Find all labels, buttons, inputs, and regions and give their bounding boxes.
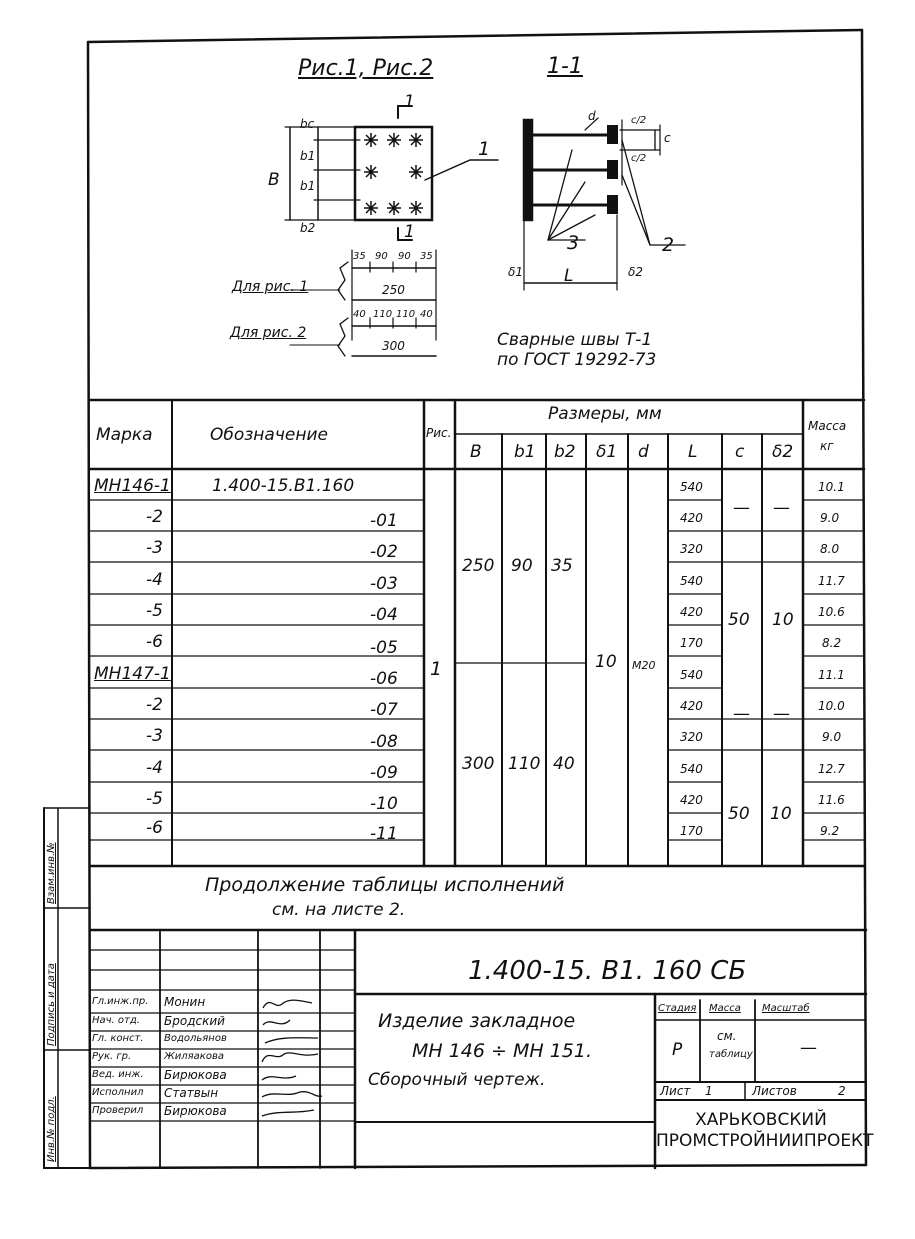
d-value: М20 [632,659,656,672]
row-4-mass: 11.7 [818,574,845,588]
side-inv-orig: Инв.№ подл. [46,1096,57,1162]
fig1-dim-2: 90 [375,251,388,262]
side-replace-inv: Взам.инв.№ [46,842,57,904]
group1-B: 250 [462,556,495,576]
row-7-mark: МН147-1 [94,664,171,684]
weld-note-line1: Сварные швы Т-1 [497,330,653,350]
dim-b: B [268,170,280,190]
side-sign-date: Подпись и дата [46,963,57,1046]
header-mass: Масса [808,419,847,433]
sheets-value: 2 [838,1084,846,1098]
scale-value: — [800,1038,817,1058]
dim-L: L [564,266,574,286]
c-value-b: 50 [728,610,750,630]
dim-c: c [664,131,671,145]
weld-note-line2: по ГОСТ 19292-73 [497,350,657,370]
organization [656,1110,874,1153]
row-2-L: 420 [680,511,703,525]
row-1-mark: МН146-1 [94,476,171,496]
stage-value: Р [672,1040,683,1060]
header-col-delta1: δ1 [596,442,618,462]
mass-value-2: таблицу [709,1049,753,1060]
merged-fig: 1 [430,658,443,680]
row-8-designation: -07 [370,700,398,720]
group1-b1: 90 [511,556,533,576]
fig2-dim-4: 40 [420,309,433,320]
role-1: Гл.инж.пр. [92,996,149,1007]
fig1-total: 250 [382,283,405,297]
fig2-dim-2: 110 [373,309,393,320]
callout-2: 2 [662,234,675,256]
row-6-mark: -6 [146,632,163,652]
row-6-designation: -05 [370,638,398,658]
dim-c2-top: c/2 [631,115,647,126]
row-11-mass: 11.6 [818,793,845,807]
row-10-designation: -09 [370,763,398,783]
row-10-L: 540 [680,762,703,776]
row-11-mark: -5 [146,789,163,809]
for-fig1-label: Для рис. 1 [232,279,309,295]
sheet-value: 1 [705,1084,713,1098]
row-7-designation: -06 [370,669,398,689]
row-7-mass: 11.1 [818,668,845,682]
dim-bc: bc [300,117,315,131]
role-2: Нач. отд. [92,1015,140,1026]
header-designation: Обозначение [210,425,328,445]
continuation-line1: Продолжение таблицы исполнений [205,874,565,896]
row-4-L: 540 [680,574,703,588]
name-6: Статвын [164,1086,219,1100]
row-9-mass: 9.0 [822,730,842,744]
row-5-mass: 10.6 [818,605,845,619]
product-line3: Сборочный чертеж. [368,1070,546,1090]
group2-B: 300 [462,754,495,774]
sheets-label: Листов [752,1084,797,1098]
section-mark-top: 1 [404,92,415,112]
row-8-L: 420 [680,699,703,713]
delta2-value-a: — [773,498,790,518]
continuation-line2: см. на листе 2. [272,900,406,920]
row-10-mark: -4 [146,758,163,778]
row-2-mark: -2 [146,507,163,527]
org-line2: ПРОМСТРОЙНИИПРОЕКТ [656,1131,874,1152]
sheet-label: Лист [660,1084,691,1098]
row-8-mark: -2 [146,695,163,715]
header-col-b1: b1 [514,442,536,462]
row-7-L: 540 [680,668,703,682]
group1-b2: 35 [551,556,573,576]
name-5: Бирюкова [164,1068,227,1082]
callout-1: 1 [478,138,491,160]
header-mass-unit: кг [820,439,834,453]
fig1-dim-4: 35 [420,251,433,262]
row-5-L: 420 [680,605,703,619]
header-col-B: B [470,442,482,462]
delta1-value: 10 [595,652,617,672]
scale-label: Масштаб [762,1003,810,1014]
row-4-designation: -03 [370,574,398,594]
c-value-a: — [733,498,750,518]
header-col-delta2: δ2 [772,442,794,462]
product-line1: Изделие закладное [378,1010,576,1032]
product-line2: МН 146 ÷ МН 151. [412,1040,593,1062]
row-2-designation: -01 [370,511,398,531]
figure-title: Рис.1, Рис.2 [298,56,434,81]
header-sizes: Размеры, мм [548,404,662,424]
mass-label: Масса [709,1003,741,1014]
c-value-d: 50 [728,804,750,824]
row-12-mass: 9.2 [820,824,840,838]
header-col-L: L [688,442,698,462]
role-4: Рук. гр. [92,1051,132,1062]
role-5: Вед. инж. [92,1069,144,1080]
dim-d: d [588,109,596,123]
row-4-mark: -4 [146,570,163,590]
org-line1: ХАРЬКОВСКИЙ [695,1110,827,1130]
name-1: Монин [164,995,206,1009]
delta2-value-d: 10 [770,804,792,824]
row-3-designation: -02 [370,542,398,562]
role-6: Исполнил [92,1087,144,1098]
name-7: Бирюкова [164,1104,227,1118]
name-2: Бродский [164,1014,225,1028]
row-11-designation: -10 [370,794,398,814]
row-5-mark: -5 [146,601,163,621]
dim-c2-bot: c/2 [631,153,647,164]
anchor-marks [364,133,423,215]
dim-b1-a: b1 [300,149,316,163]
fig2-dim-1: 40 [353,309,366,320]
row-9-L: 320 [680,730,703,744]
role-7: Проверил [92,1105,144,1116]
section-title: 1-1 [547,54,583,79]
header-col-d: d [638,442,649,462]
row-1-mass: 10.1 [818,480,845,494]
dim-b1-b: b1 [300,179,316,193]
section-mark-bottom: 1 [404,222,415,242]
row-12-mark: -6 [146,818,163,838]
header-mark: Марка [96,425,153,445]
role-3: Гл. конст. [92,1033,144,1044]
c-value-c: — [733,704,750,724]
row-2-mass: 9.0 [820,511,840,525]
row-9-designation: -08 [370,732,398,752]
fig2-total: 300 [382,339,405,353]
header-col-b2: b2 [554,442,576,462]
fig1-dim-1: 35 [353,251,366,262]
dim-delta2: δ2 [628,265,643,279]
row-9-mark: -3 [146,726,163,746]
delta2-value-c: — [773,704,790,724]
callout-3: 3 [567,232,580,254]
group2-b2: 40 [553,754,575,774]
dim-delta1: δ1 [508,265,523,279]
row-1-designation: 1.400-15.В1.160 [212,476,355,496]
mass-value-1: см. [717,1029,737,1043]
delta2-value-b: 10 [772,610,794,630]
row-11-L: 420 [680,793,703,807]
for-fig2-label: Для рис. 2 [230,325,307,341]
name-4: Жиляакова [164,1051,224,1062]
row-10-mass: 12.7 [818,762,845,776]
header-fig: Рис. [426,426,452,440]
row-5-designation: -04 [370,605,398,625]
row-3-mass: 8.0 [820,542,840,556]
header-col-c: c [735,442,745,462]
stage-label: Стадия [658,1003,697,1014]
signatures [262,1000,322,1116]
row-12-designation: -11 [370,824,398,844]
row-6-L: 170 [680,636,703,650]
row-3-mark: -3 [146,538,163,558]
row-6-mass: 8.2 [822,636,842,650]
group2-b1: 110 [508,754,541,774]
name-3: Водольянов [164,1033,227,1044]
row-1-L: 540 [680,480,703,494]
row-12-L: 170 [680,824,703,838]
fig1-dim-3: 90 [398,251,411,262]
fig2-dim-3: 110 [396,309,416,320]
row-3-L: 320 [680,542,703,556]
dim-b2: b2 [300,221,316,235]
doc-code: 1.400-15. В1. 160 СБ [468,956,747,986]
row-8-mass: 10.0 [818,699,845,713]
